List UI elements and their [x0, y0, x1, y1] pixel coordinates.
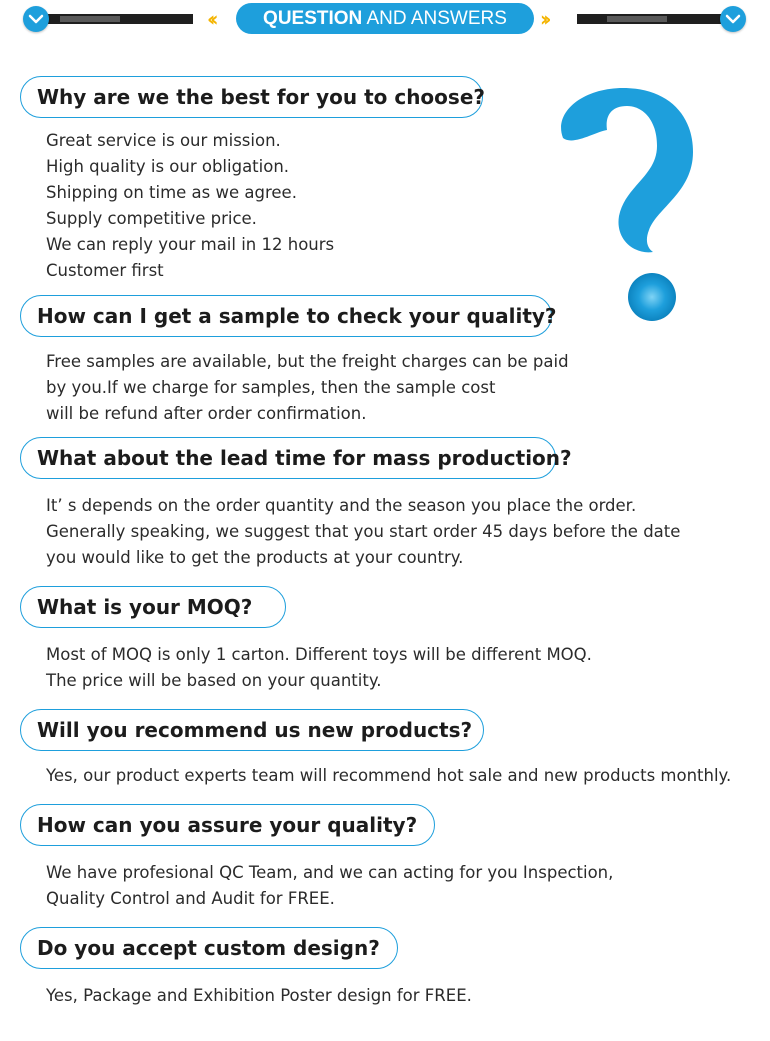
header-bar-right: [577, 14, 740, 24]
page-title: [236, 3, 534, 34]
chevron-down-icon: [23, 6, 49, 32]
faq-answer-1: [46, 128, 334, 284]
answer-line: Great service is our mission.: [46, 131, 281, 150]
page-title-rest: AND ANSWERS: [362, 8, 507, 29]
answer-line: The price will be based on your quantity.: [46, 671, 382, 690]
faq-question-6: How can you assure your quality?: [20, 804, 435, 846]
faq-answer-2: [46, 349, 569, 427]
faq-answer-5: [46, 763, 731, 789]
answer-line: Supply competitive price.: [46, 209, 257, 228]
faq-answer-6: [46, 860, 613, 912]
page-title-bold: QUESTION: [263, 8, 363, 29]
answer-line: Most of MOQ is only 1 carton. Different toys will be different MOQ.: [46, 645, 592, 664]
chevron-down-icon: [720, 6, 746, 32]
answer-line: Generally speaking, we suggest that you start order 45 days before the date: [46, 522, 681, 541]
double-chevron-left-icon: ‹‹: [207, 7, 214, 31]
faq-question-2: How can I get a sample to check your quality?: [20, 295, 552, 337]
answer-line: Yes, Package and Exhibition Poster design for FREE.: [46, 986, 472, 1005]
faq-question-5: Will you recommend us new products?: [20, 709, 484, 751]
faq-answer-4: [46, 642, 592, 694]
answer-line: Customer first: [46, 261, 164, 280]
faq-question-1: Why are we the best for you to choose?: [20, 76, 483, 118]
faq-question-7: Do you accept custom design?: [20, 927, 398, 969]
answer-line: We can reply your mail in 12 hours: [46, 235, 335, 254]
answer-line: Yes, our product experts team will recommend hot sale and new products monthly.: [46, 766, 732, 785]
faq-answer-7: [46, 983, 472, 1009]
answer-line: Quality Control and Audit for FREE.: [46, 889, 335, 908]
answer-line: you would like to get the products at your country.: [46, 548, 464, 567]
faq-question-4: What is your MOQ?: [20, 586, 286, 628]
header-bar-left: [30, 14, 193, 24]
answer-line: by you.If we charge for samples, then the sample cost: [46, 378, 496, 397]
answer-line: Shipping on time as we agree.: [46, 183, 297, 202]
answer-line: It’ s depends on the order quantity and the season you place the order.: [46, 496, 637, 515]
answer-line: Free samples are available, but the freight charges can be paid: [46, 352, 569, 371]
answer-line: will be refund after order confirmation.: [46, 404, 367, 423]
faq-question-3: What about the lead time for mass production?: [20, 437, 556, 479]
question-mark-icon: [545, 80, 695, 325]
answer-line: We have profesional QC Team, and we can acting for you Inspection,: [46, 863, 614, 882]
double-chevron-right-icon: ››: [540, 7, 547, 31]
answer-line: High quality is our obligation.: [46, 157, 290, 176]
faq-answer-3: [46, 493, 680, 571]
